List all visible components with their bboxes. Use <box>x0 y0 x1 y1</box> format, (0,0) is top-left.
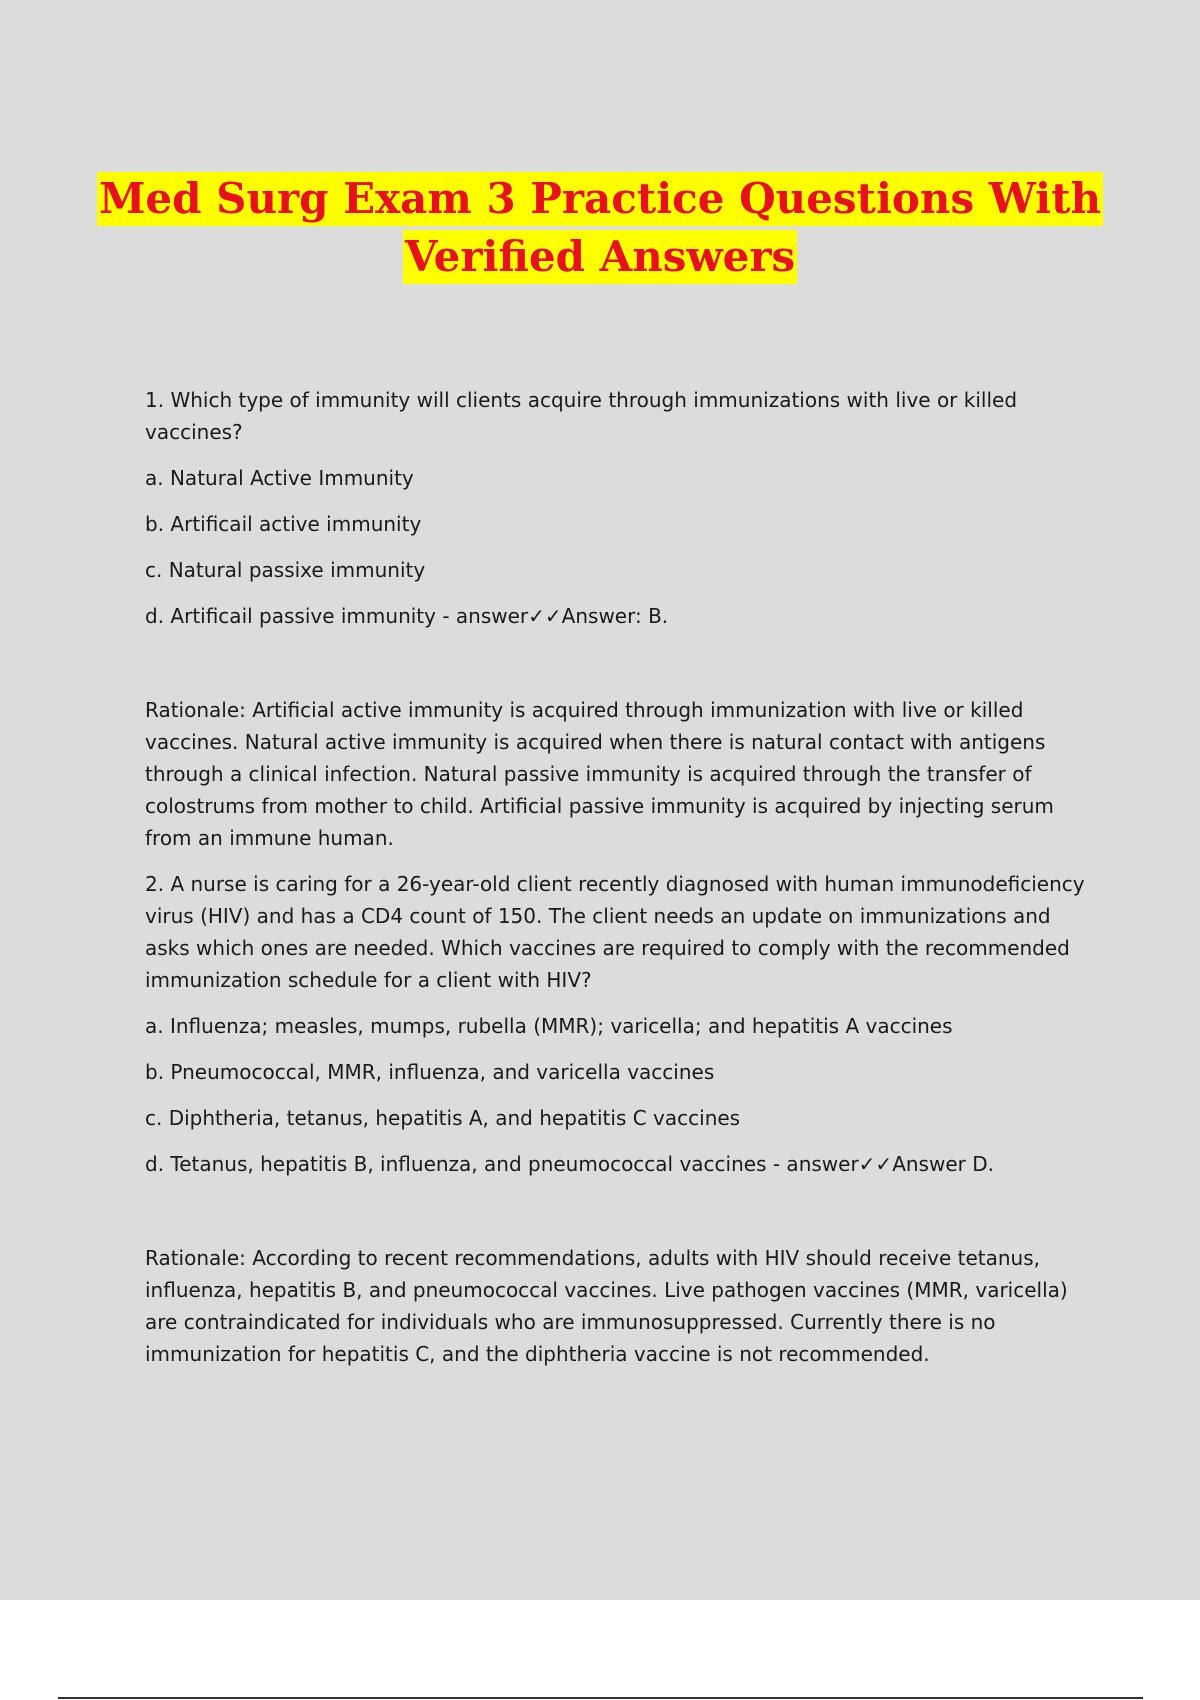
answer-option-d: d. Artificail passive immunity - answer✓✓Answer: B. <box>145 604 669 628</box>
answer-option-a: a. Natural Active Immunity <box>145 466 414 490</box>
question-text: 2. A nurse is caring for a 26-year-old client recently diagnosed with human immunodeficiency virus (HIV) and has a CD4 count of 150. The client needs an update on immunizations and asks which ones are needed. Which vaccines are required to comply with the recommended immunization schedule for a client with HIV? <box>145 872 1085 992</box>
question-block-1 <box>145 384 1095 854</box>
answer-option-b: b. Artificail active immunity <box>145 512 422 536</box>
title-line-1: Med Surg Exam 3 Practice Questions With <box>97 172 1103 226</box>
document-body <box>145 384 1095 1384</box>
answer-option-c: c. Natural passixe immunity <box>145 558 426 582</box>
question-block-2 <box>145 868 1095 1370</box>
question-text: 1. Which type of immunity will clients acquire through immunizations with live or killed vaccines? <box>145 388 1018 444</box>
title-line-2: Verified Answers <box>403 230 797 284</box>
rationale-text: Rationale: Artificial active immunity is acquired through immunization with live or killed vaccines. Natural active immunity is acquired when there is natural contact with antigens through a clinical infection. Natural passive immunity is acquired through the transfer of colostrums from mother to child. Artificial passive immunity is acquired by injecting serum from an immune human. <box>145 698 1054 850</box>
answer-option-b: b. Pneumococcal, MMR, influenza, and varicella vaccines <box>145 1060 715 1084</box>
page-divider <box>58 1697 1143 1699</box>
answer-option-a: a. Influenza; measles, mumps, rubella (MMR); varicella; and hepatitis A vaccines <box>145 1014 953 1038</box>
document-title <box>0 168 1200 284</box>
answer-option-c: c. Diphtheria, tetanus, hepatitis A, and hepatitis C vaccines <box>145 1106 741 1130</box>
answer-option-d: d. Tetanus, hepatitis B, influenza, and pneumococcal vaccines - answer✓✓Answer D. <box>145 1152 994 1176</box>
rationale-text: Rationale: According to recent recommendations, adults with HIV should receive tetanus, influenza, hepatitis B, and pneumococcal vaccines. Live pathogen vaccines (MMR, varicella) are contraindicated for individuals who are immunosuppressed. Currently there is no immunization for hepatitis C, and the diphtheria vaccine is not recommended. <box>145 1246 1068 1366</box>
